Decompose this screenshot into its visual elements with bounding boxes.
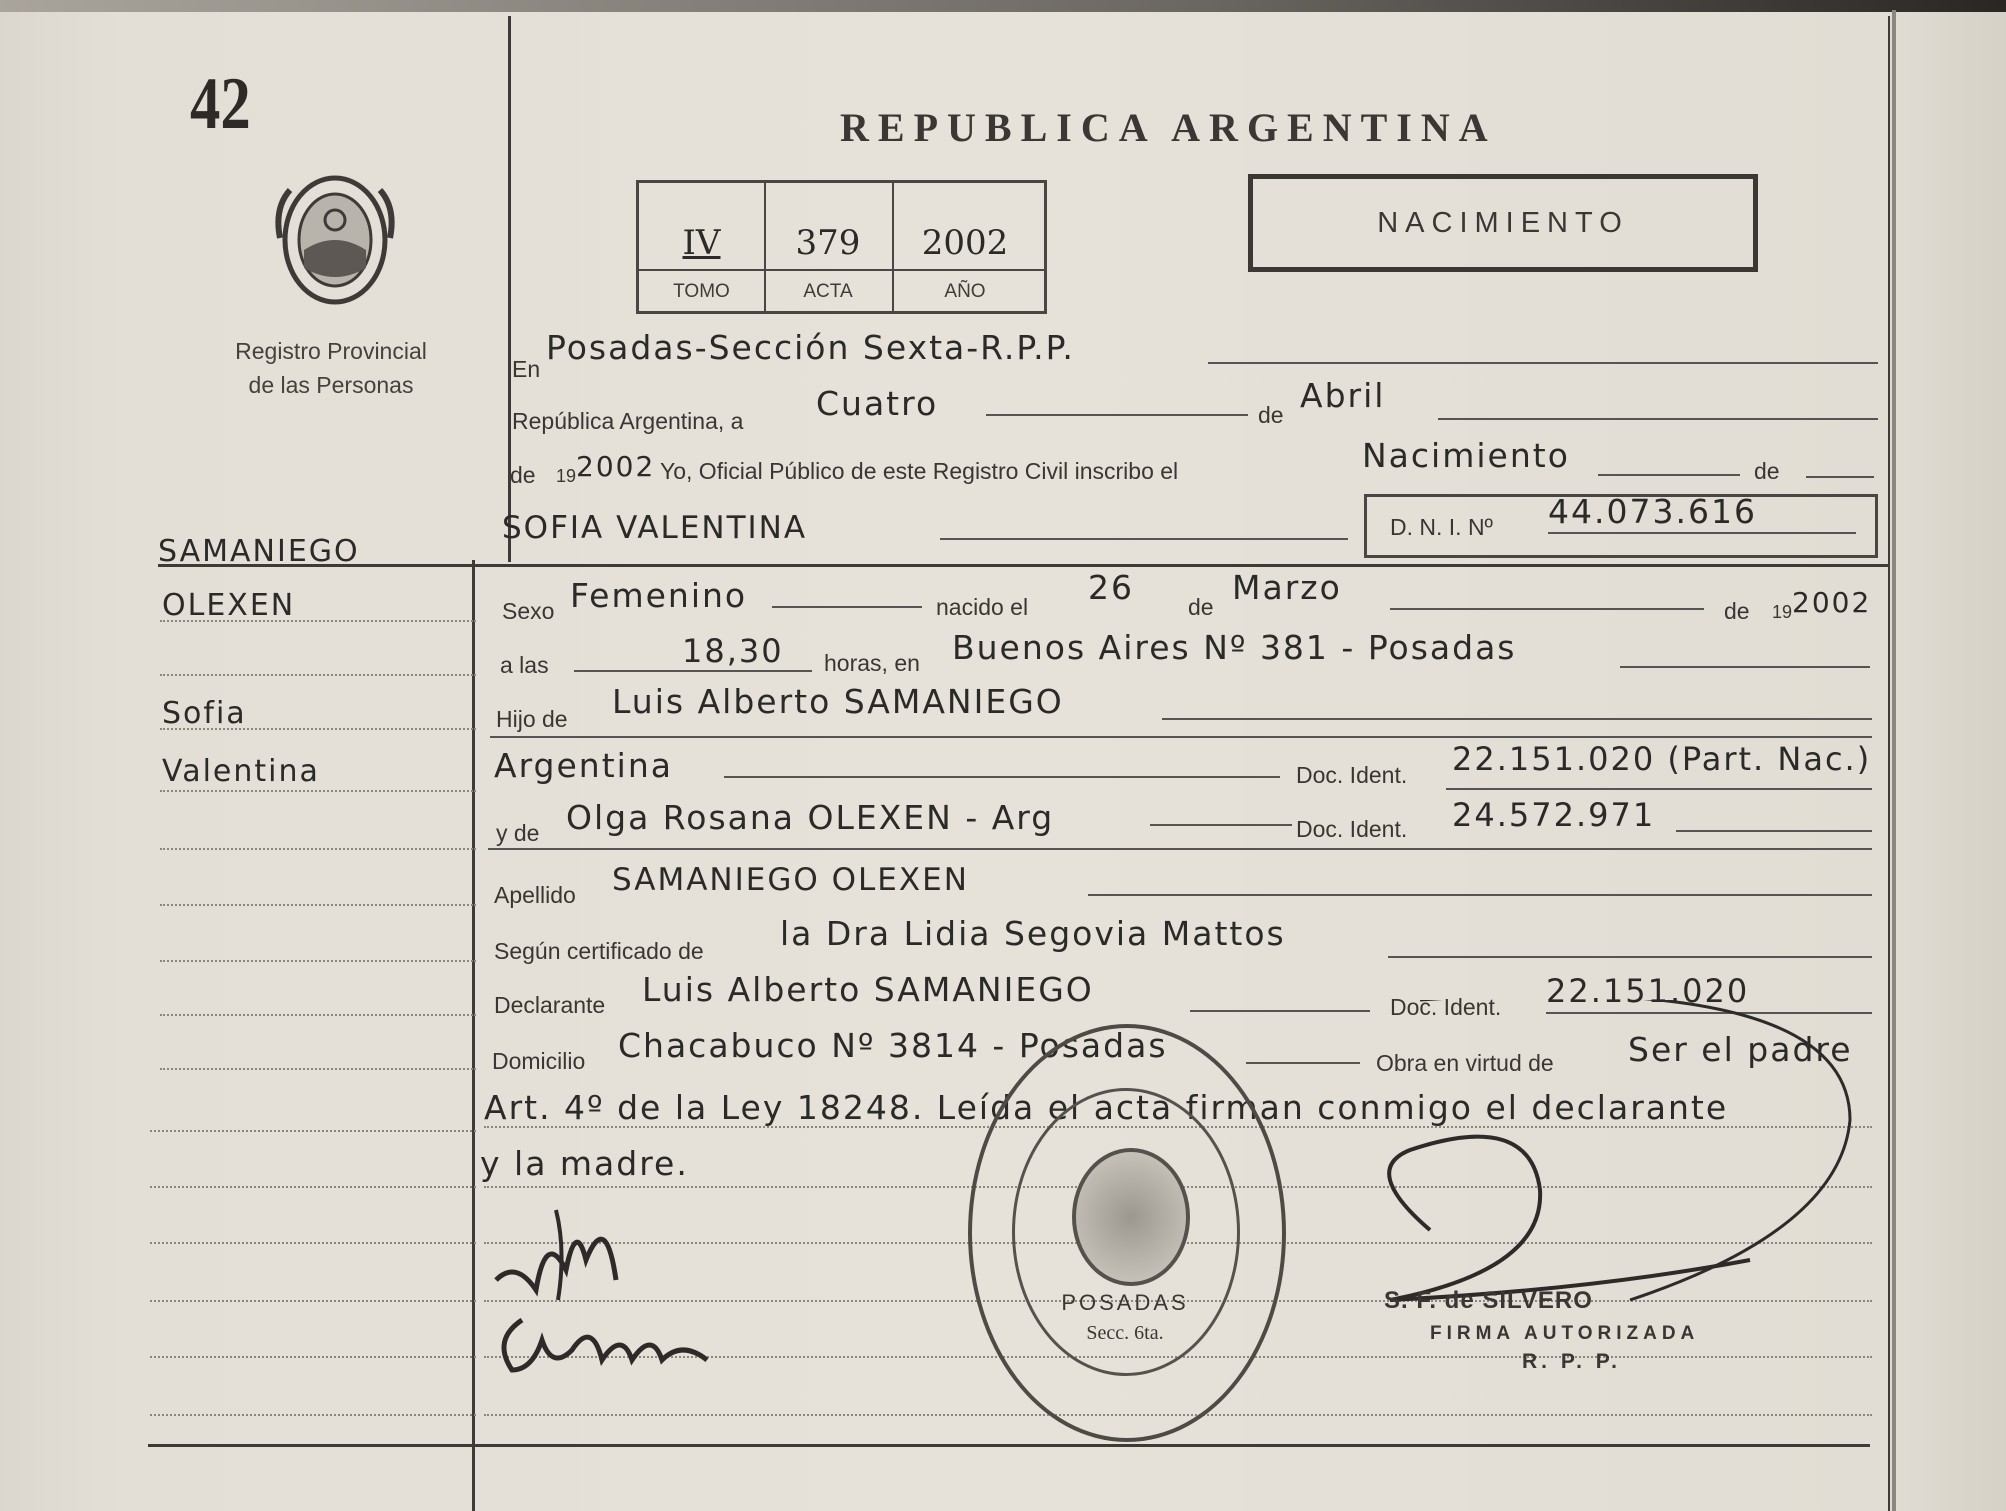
father-signature-icon	[486, 1200, 656, 1315]
month-value: Abril	[1300, 376, 1386, 415]
birth-year-value: 2002	[1792, 586, 1872, 619]
acta-label: ACTA	[803, 281, 853, 302]
rule	[1620, 666, 1870, 668]
label-de-child: de	[1754, 458, 1780, 484]
sex-value: Femenino	[570, 576, 748, 615]
relationship-value: Ser el padre	[1628, 1030, 1853, 1069]
address-value: Chacabuco Nº 3814 - Posadas	[618, 1026, 1168, 1065]
place-value: Posadas-Sección Sexta-R.P.P.	[546, 328, 1075, 367]
label-hijo-de: Hijo de	[496, 706, 568, 732]
rule	[1150, 824, 1292, 826]
page-number: 42	[190, 63, 251, 145]
ano-value: 2002	[921, 223, 1009, 263]
label-19-prefix-birth: 19	[1772, 602, 1793, 622]
margin-rule	[160, 728, 476, 730]
signer-role: FIRMA AUTORIZADA	[1430, 1323, 1700, 1344]
label-apellido: Apellido	[494, 882, 576, 908]
rule	[490, 736, 1872, 738]
official-stamp	[968, 1024, 1286, 1442]
rule	[940, 538, 1348, 540]
mother-doc-value: 24.572.971	[1452, 796, 1656, 834]
margin-surname-1: SAMANIEGO	[158, 534, 360, 569]
rule	[1162, 718, 1872, 720]
ano-cell	[892, 183, 1038, 311]
document-type-box	[1248, 174, 1758, 272]
tomo-label: TOMO	[673, 281, 730, 302]
margin-rule	[150, 1130, 476, 1132]
certifier-value: la Dra Lidia Segovia Mattos	[780, 914, 1286, 953]
margin-rule	[150, 1242, 476, 1244]
rule	[1598, 474, 1740, 476]
top-edge	[0, 0, 2006, 12]
label-doc-ident-mother: Doc. Ident.	[1296, 816, 1408, 842]
registry-name	[196, 334, 466, 402]
margin-rule	[160, 620, 476, 622]
signer-name: S. F. de SILVERO	[1384, 1287, 1593, 1314]
stamp-coat-of-arms-icon	[1072, 1148, 1190, 1286]
acta-cell	[764, 183, 894, 311]
event-value: Nacimiento	[1362, 436, 1570, 475]
mother-signature-icon	[492, 1300, 722, 1385]
margin-rule	[160, 674, 476, 676]
father-name-value: Luis Alberto SAMANIEGO	[612, 682, 1064, 721]
label-declarante: Declarante	[494, 992, 606, 1018]
margin-given-name-1: Sofia	[162, 696, 247, 731]
province-seal-icon	[270, 168, 400, 313]
margin-rule	[150, 1186, 476, 1188]
margin-rule	[160, 848, 476, 850]
bottom-rule	[148, 1444, 1870, 1447]
father-doc-value: 22.151.020 (Part. Nac.)	[1452, 740, 1872, 778]
label-horas-en: horas, en	[824, 650, 920, 676]
margin-rule	[150, 1300, 476, 1302]
birth-month-value: Marzo	[1232, 568, 1342, 607]
label-dni: D. N. I. Nº	[1390, 514, 1493, 540]
label-a-las: a las	[500, 652, 549, 678]
label-segun-certificado: Según certificado de	[494, 938, 704, 964]
rule	[1208, 362, 1878, 364]
label-de-month: de	[1258, 402, 1284, 428]
signer-unit: R. P. P.	[1522, 1350, 1621, 1373]
label-yo-oficial: Yo, Oficial Público de este Registro Civil inscribo el	[660, 458, 1179, 484]
rule	[1390, 608, 1704, 610]
rule	[1676, 830, 1872, 832]
birth-place-value: Buenos Aires Nº 381 - Posadas	[952, 628, 1517, 667]
rule	[1548, 532, 1856, 534]
margin-rule	[150, 1356, 476, 1358]
label-republica-a: República Argentina, a	[512, 408, 744, 434]
tomo-cell	[639, 183, 766, 311]
margin-given-name-2: Valentina	[162, 754, 320, 789]
day-value: Cuatro	[816, 384, 939, 423]
margin-rule	[160, 790, 476, 792]
rule	[1438, 418, 1878, 420]
surname-value: SAMANIEGO OLEXEN	[612, 862, 969, 898]
rule	[772, 606, 922, 608]
margin-rule	[160, 960, 476, 962]
label-19-prefix: 19	[556, 466, 577, 486]
tomo-value: IV	[682, 223, 721, 263]
margin-rule	[160, 1068, 476, 1070]
label-de-birth-year: de	[1724, 598, 1750, 624]
rule	[1388, 956, 1872, 958]
year-value: 2002	[576, 450, 656, 483]
rule	[488, 848, 1872, 850]
label-en: En	[512, 356, 541, 382]
registry-name-line1: Registro Provincial	[235, 338, 427, 364]
label-sexo: Sexo	[502, 598, 555, 624]
margin-header-rule	[158, 564, 1888, 567]
declarant-doc-value: 22.151.020	[1546, 972, 1750, 1010]
stamp-city: POSADAS	[1061, 1290, 1189, 1315]
ano-label: AÑO	[944, 281, 986, 302]
label-de-birth-month: de	[1188, 594, 1214, 620]
rule	[1446, 788, 1872, 790]
rule	[1806, 476, 1874, 478]
note-line-2: y la madre.	[480, 1144, 689, 1183]
label-obra-en-virtud: Obra en virtud de	[1376, 1050, 1554, 1076]
margin-rule	[150, 1414, 476, 1416]
label-de-year: de	[510, 462, 536, 488]
margin-surname-2: OLEXEN	[162, 588, 296, 623]
label-nacido-el: nacido el	[936, 594, 1029, 620]
note-line-1: Art. 4º de la Ley 18248. Leída el acta firman conmigo el declarante	[484, 1088, 1729, 1127]
mother-name-value: Olga Rosana OLEXEN - Arg	[566, 798, 1055, 837]
record-table	[636, 180, 1047, 314]
child-name-value: SOFIA VALENTINA	[502, 510, 808, 546]
stamp-section: Secc. 6ta.	[1086, 1322, 1164, 1344]
registry-name-line2: de las Personas	[248, 372, 414, 398]
dni-value: 44.073.616	[1548, 492, 1757, 531]
rule	[1088, 894, 1872, 896]
label-doc-ident-father: Doc. Ident.	[1296, 762, 1408, 788]
declarant-value: Luis Alberto SAMANIEGO	[642, 970, 1094, 1009]
official-signature-icon	[1330, 1000, 1930, 1335]
father-nationality-value: Argentina	[494, 746, 673, 785]
label-y-de: y de	[496, 820, 540, 846]
birth-day-value: 26	[1088, 568, 1134, 607]
acta-value: 379	[795, 223, 861, 263]
margin-rule	[160, 1014, 476, 1016]
rule	[986, 414, 1248, 416]
rule	[574, 670, 812, 672]
column-divider-bottom	[472, 560, 475, 1511]
document-type: NACIMIENTO	[1377, 207, 1629, 239]
document-title: REPUBLICA ARGENTINA	[840, 105, 1497, 150]
birth-time-value: 18,30	[682, 632, 784, 670]
label-doc-ident-declarant: Doc. Ident.	[1390, 994, 1502, 1020]
rule	[724, 776, 1280, 778]
label-domicilio: Domicilio	[492, 1048, 586, 1074]
margin-rule	[160, 904, 476, 906]
